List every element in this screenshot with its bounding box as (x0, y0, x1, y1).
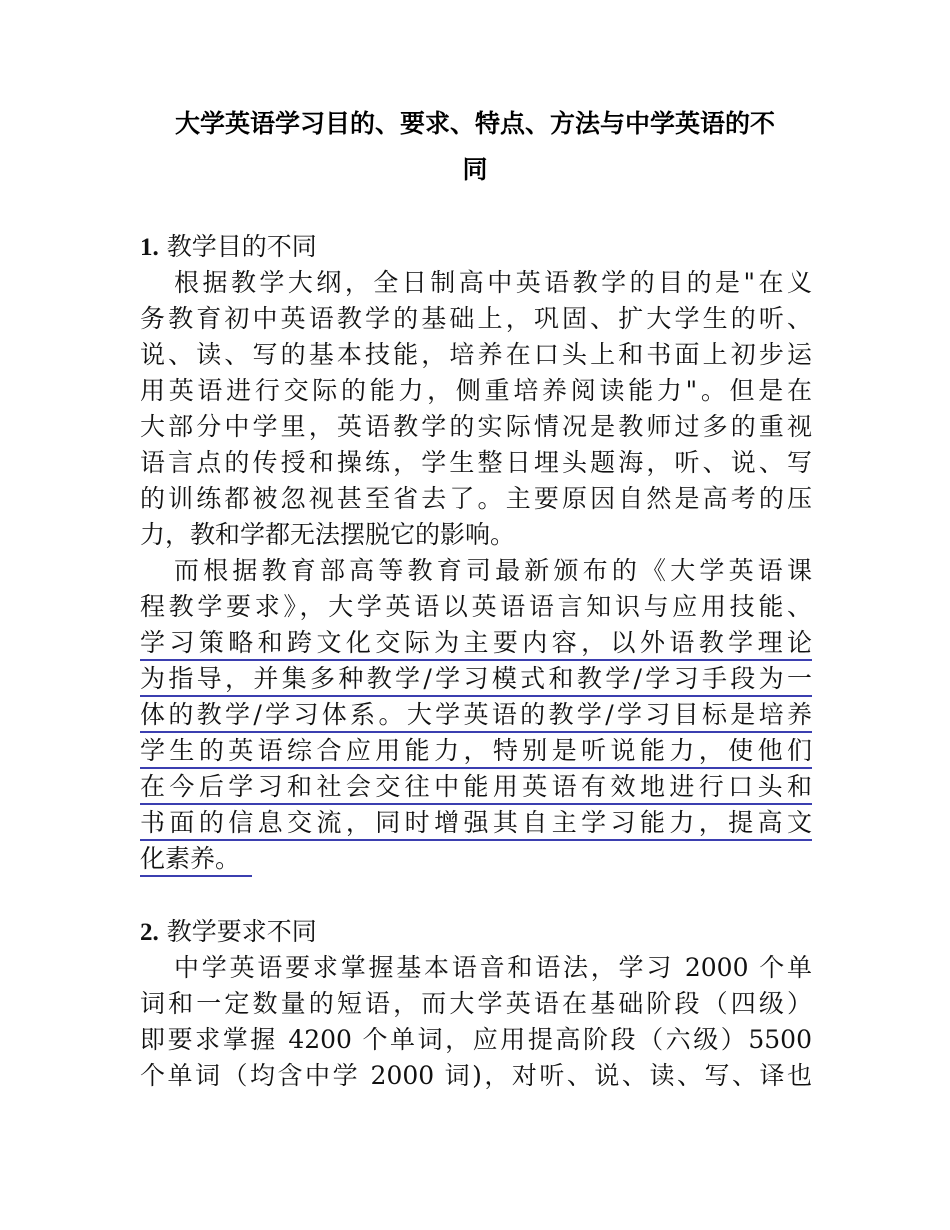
paragraph-line: 词和一定数量的短语，而大学英语在基础阶段（四级） (140, 989, 812, 1018)
underlined-line: 学生的英语综合应用能力，特别是听说能力，使他们 (140, 733, 812, 769)
paragraph-line: 程教学要求》，大学英语以英语语言知识与应用技能、 (140, 592, 812, 621)
paragraph-line: 个单词（均含中学 2000 词)，对听、说、读、写、译也 (140, 1061, 812, 1090)
underlined-line: 化素养。 (140, 841, 252, 877)
section-2-number: 2. (140, 919, 159, 946)
section-1-number: 1. (140, 234, 159, 261)
paragraph-line: 力，教和学都无法摆脱它的影响。 (140, 520, 516, 549)
document-title-line-2: 同 (462, 155, 488, 184)
paragraph-line: 说、读、写的基本技能，培养在口头上和书面上初步运 (140, 340, 812, 369)
paragraph-line: 中学英语要求掌握基本语音和语法，学习 2000 个单 (174, 953, 812, 982)
paragraph-line: 的训练都被忽视甚至省去了。主要原因自然是高考的压 (140, 484, 812, 513)
underlined-line: 在今后学习和社会交往中能用英语有效地进行口头和 (140, 769, 812, 805)
underlined-line: 体的教学/学习体系。大学英语的教学/学习目标是培养 (140, 697, 812, 733)
paragraph-line: 大部分中学里，英语教学的实际情况是教师过多的重视 (140, 412, 812, 441)
paragraph-line: 语言点的传授和操练，学生整日埋头题海，听、说、写 (140, 448, 812, 477)
document-title-line-1: 大学英语学习目的、要求、特点、方法与中学英语的不 (174, 109, 775, 138)
paragraph-line: 而根据教育部高等教育司最新颁布的《大学英语课 (174, 556, 812, 585)
underlined-line: 为指导，并集多种教学/学习模式和教学/学习手段为一 (140, 661, 812, 697)
section-2-heading (140, 914, 812, 950)
paragraph-line: 根据教学大纲，全日制高中英语教学的目的是"在义 (174, 268, 812, 297)
underlined-line: 学习策略和跨文化交际为主要内容，以外语教学理论 (140, 625, 812, 661)
underlined-line: 书面的信息交流，同时增强其自主学习能力，提高文 (140, 805, 812, 841)
section-2-heading-text: 教学要求不同 (166, 917, 317, 946)
paragraph-line: 务教育初中英语教学的基础上，巩固、扩大学生的听、 (140, 304, 812, 333)
section-1-heading (140, 229, 812, 265)
paragraph-line: 即要求掌握 4200 个单词，应用提高阶段（六级）5500 (140, 1025, 812, 1054)
section-1-heading-text: 教学目的不同 (166, 232, 317, 261)
paragraph-line: 用英语进行交际的能力，侧重培养阅读能力"。但是在 (140, 376, 812, 405)
